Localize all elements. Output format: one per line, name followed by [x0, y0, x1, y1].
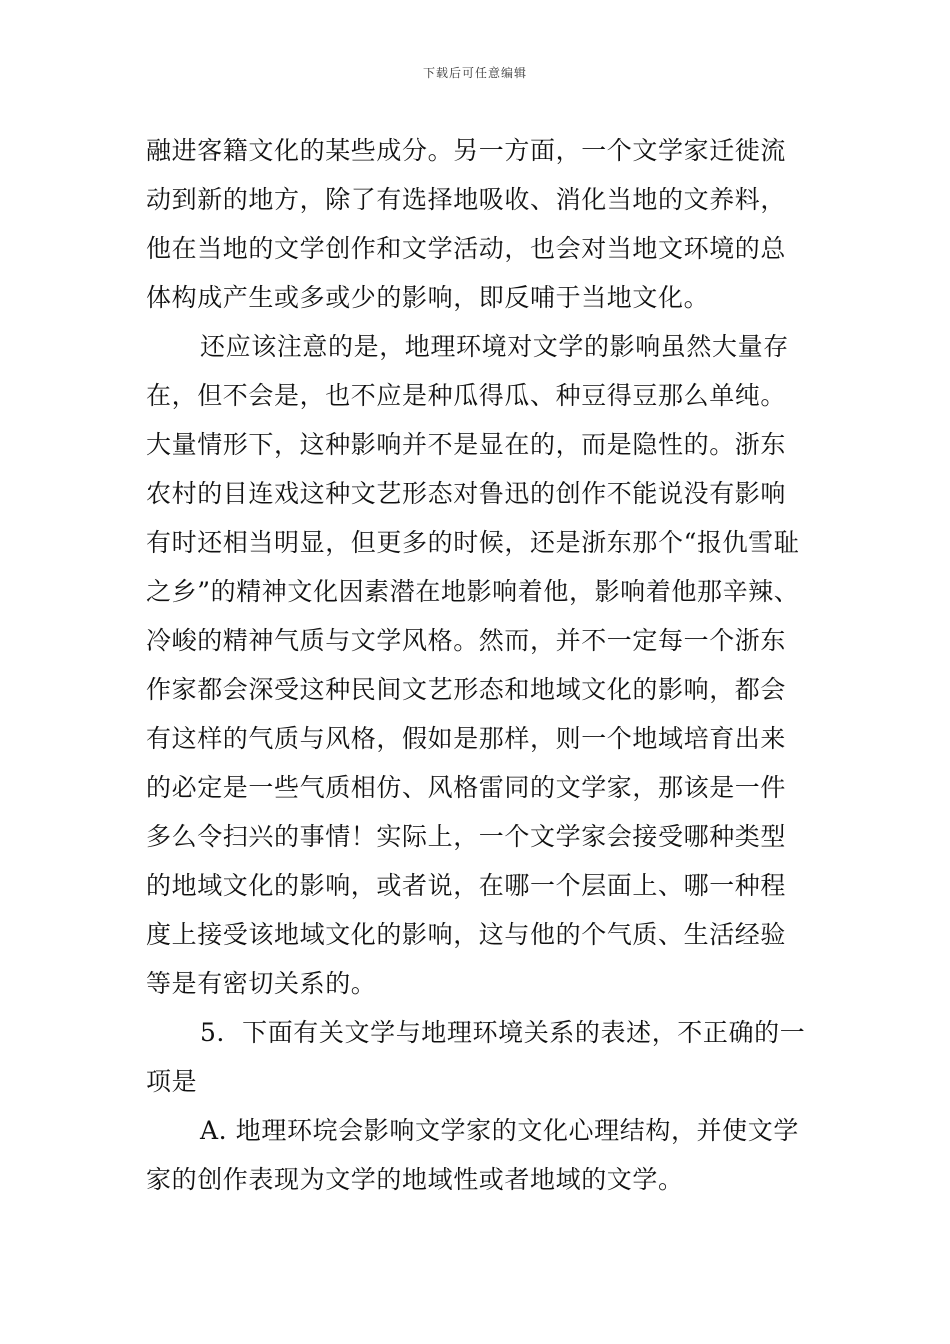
page-header: 下载后可任意编辑 [422, 66, 527, 80]
paragraph-geography-influence: 还应该注意的是，地理环境对文学的影响虽然大量存在，但不会是，也不应是种瓜得瓜、种豆得豆那么单纯。大量情形下，这种影响并不是显在的，而是隐性的。浙东农村的目连戏这种文艺形态对鲁迅的创作不能说没有影响有时还相当明显，但更多的时候，还是浙东那个“报仇雪耻之乡”的精神文化因素潜在地影响着他，影响着他那辛辣、冷峻的精神气质与文学风格。然而，并不一定每一个浙东作家都会深受这种民间文艺形态和地域文化的影响，都会有这样的气质与风格，假如是那样，则一个地域培育出来的必定是一些气质相仿、风格雷同的文学家，那该是一件多么令扫兴的事情！实际上，一个文学家会接受哪种类型的地域文化的影响，或者说，在哪一个层面上、哪一种程度上接受该地域文化的影响，这与他的个气质、生活经验等是有密切关系的。 [146, 332, 800, 998]
document-body [146, 126, 810, 1204]
question-5: 5．下面有关文学与地理环境关系的表述，不正确的一项是 [146, 1018, 806, 1096]
option-a: A. 地理环垸会影响文学家的文化心理结构，并使文学家的创作表现为文学的地域性或者地域的文学。 [146, 1116, 799, 1194]
paragraph-continuation: 融进客籍文化的某些成分。另一方面，一个文学家迁徙流动到新的地方，除了有选择地吸收、消化当地的文养料，他在当地的文学创作和文学活动，也会对当地文环境的总体构成产生或多或少的影响，即反哺于当地文化。 [146, 136, 787, 312]
